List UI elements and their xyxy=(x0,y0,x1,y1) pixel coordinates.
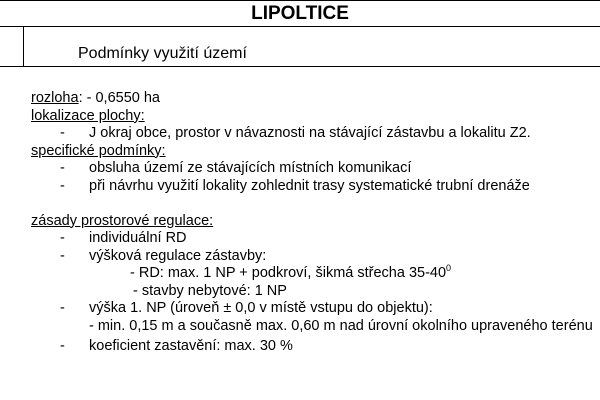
regulation-subitem xyxy=(31,318,593,336)
bullet-dash: - xyxy=(60,125,65,141)
spacer xyxy=(31,195,593,213)
area-label: rozloha xyxy=(31,90,79,106)
bullet-dash: - xyxy=(60,338,65,354)
specific-text-1: obsluha území ze stávajících místních komunikací xyxy=(89,160,412,176)
bullet-dash: - xyxy=(60,300,65,316)
specific-item xyxy=(31,160,593,178)
specific-item xyxy=(31,178,593,196)
degree-superscript: 0 xyxy=(446,263,452,274)
regulation-subitem xyxy=(31,265,593,283)
bullet-dash: - xyxy=(60,230,65,246)
regulation-sub-3: - min. 0,15 m a současně max. 0,60 m nad úrovní okolního upraveného terénu xyxy=(89,317,593,334)
regulation-subitem xyxy=(31,283,593,301)
location-text: J okraj obce, prostor v návaznosti na stávající zástavbu a lokalitu Z2. xyxy=(89,125,531,141)
page-title: LIPOLTICE xyxy=(251,3,349,24)
regulation-text-2: výšková regulace zástavby: xyxy=(89,247,267,264)
bullet-dash: - xyxy=(60,160,65,176)
specific-label: specifické podmínky: xyxy=(31,142,166,159)
regulation-item xyxy=(31,230,593,248)
regulation-sub-1: - RD: max. 1 NP + podkroví, šikmá střecha 35-40 xyxy=(130,265,447,281)
area-line xyxy=(31,90,593,108)
regulation-text-3: výška 1. NP (úroveň ± 0,0 v místě vstupu do objektu): xyxy=(89,300,433,316)
subtitle-divider xyxy=(0,66,600,67)
regulation-item xyxy=(31,300,593,318)
location-label: lokalizace plochy: xyxy=(31,107,145,124)
left-column-border xyxy=(23,26,24,66)
regulation-sub-2: - stavby nebytové: 1 NP xyxy=(133,282,287,299)
bullet-dash: - xyxy=(60,177,65,194)
specific-text-2: při návrhu využití lokality zohlednit trasy systematické trubní drenáže xyxy=(89,177,530,194)
bullet-dash: - xyxy=(60,247,65,264)
area-value: : - 0,6550 ha xyxy=(78,90,160,106)
regulation-label: zásady prostorové regulace: xyxy=(31,212,214,229)
regulation-text-1: individuální RD xyxy=(89,230,187,246)
section-subtitle: Podmínky využití území xyxy=(78,45,247,62)
top-border xyxy=(0,0,600,1)
location-item xyxy=(31,125,593,143)
regulation-item xyxy=(31,248,593,266)
title-divider xyxy=(0,26,600,27)
conditions-body xyxy=(31,90,593,356)
regulation-item xyxy=(31,338,593,356)
regulation-text-4: koeficient zastavění: max. 30 % xyxy=(89,338,293,354)
